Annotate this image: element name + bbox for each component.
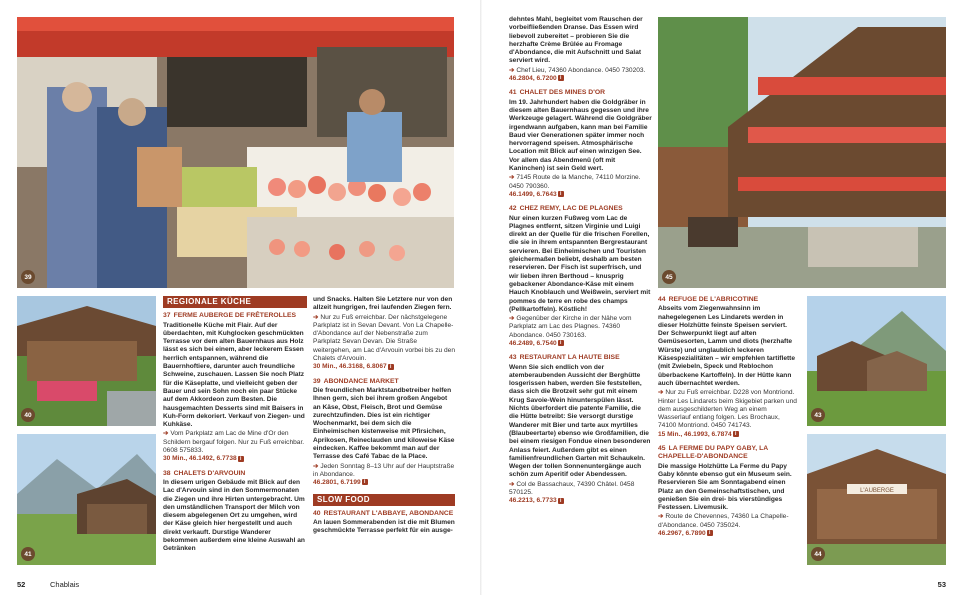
entry-info-text: Nur zu Fuß erreichbar. Der nächstgelegene Parkplatz ist in Sevan Devant. Von La Chapelle-d'Abondance auf der Nebenstraße zum Parkplatz Sevan Devan. Die Straße weitergehen, am Lac d'Arvouin vorbei bis zu den Chalets d'Arvouin.: [313, 313, 456, 363]
entry-title-text: CHALET DES MINES D'OR: [519, 89, 606, 97]
photo-number-badge: 41: [21, 547, 35, 561]
right-page-column-2: [658, 296, 798, 544]
entry-title-text: ABONDANCE MARKET: [323, 377, 399, 385]
photo-number-badge: 44: [811, 547, 825, 561]
entry-title-text: RESTAURANT L'ABBAYE, ABONDANCE: [323, 509, 454, 517]
market-photo: [17, 17, 454, 288]
entry-title: [509, 89, 652, 97]
entry-title-text: REFUGE DE L'ABRICOTINE: [668, 296, 759, 303]
entry-title-text: FERME AUBERGE DE FRÊTEROLLES: [173, 312, 297, 320]
info-icon: i: [362, 479, 368, 485]
entry-coordinates: [509, 75, 652, 83]
chalet-photo: [658, 17, 946, 288]
entry-number: 44: [658, 296, 666, 303]
entry-info-text: Col de Bassachaux, 74390 Châtel. 0458 570125.: [509, 480, 635, 497]
auberge-sign: L'AUBERGE: [860, 488, 894, 494]
entry-45: [658, 445, 798, 538]
entry-title: [163, 312, 307, 320]
page-number-right: 53: [937, 580, 946, 589]
coord-text: 46.2967, 6.7890: [658, 530, 706, 538]
photo-number-badge: 45: [662, 270, 676, 284]
entry-number: 37: [163, 312, 171, 320]
arrow-icon: ➔: [313, 462, 321, 470]
entry-info: [163, 430, 307, 455]
entry-title-text: RESTAURANT LA HAUTE BISE: [519, 354, 620, 362]
entry-40: [313, 510, 455, 536]
arrow-icon: ➔: [658, 513, 666, 521]
arrow-icon: ➔: [313, 313, 321, 321]
coord-text: 46.1499, 6.7643: [509, 190, 557, 198]
arrow-icon: ➔: [658, 389, 666, 397]
entry-info: [658, 389, 798, 430]
entry-37: [163, 312, 307, 463]
entry-info-text: Nur zu Fuß erreichbar. D228 von Montriond. Hinter Les Lindarets beim Skigebiet parken und dem ausgeschilderten Weg an einem Wasserlauf entlang folgen. Les Brochaux, 74100 Montriond. 0450 741743.: [658, 389, 797, 430]
coord-text: 30 Min., 46.3168, 6.8067: [313, 363, 387, 371]
info-icon: i: [558, 340, 564, 346]
entry-43: [509, 354, 652, 505]
coord-text: 30 Min., 46.1492, 6.7738: [163, 455, 237, 463]
page-number-left: 52: [17, 580, 26, 589]
entry-title: [658, 445, 798, 462]
entry-coordinates: [313, 363, 455, 371]
entry-38: [163, 470, 307, 554]
info-icon: i: [558, 498, 564, 504]
entry-title-text: CHALETS D'ARVOUIN: [173, 469, 246, 477]
entry-title: [509, 354, 652, 362]
entry-number: 41: [509, 89, 517, 97]
coord-text: 46.2489, 6.7540: [509, 339, 557, 347]
arrow-icon: ➔: [509, 315, 517, 323]
photo-number-badge: 43: [811, 408, 825, 422]
coord-text: 46.2801, 6.7199: [313, 479, 361, 487]
entry-title: [313, 378, 455, 386]
entry-info-text: Vom Parkplatz am Lac de Mine d'Or den Schildern bergauf folgen. Nur zu Fuß erreichbar. 0608 575833.: [163, 430, 305, 455]
entry-coordinates: [509, 340, 652, 348]
entry-info: [313, 314, 455, 364]
right-page-column-1: [509, 16, 652, 512]
entry-number: 38: [163, 469, 171, 477]
entry-info: [509, 67, 652, 75]
entry-44: [658, 296, 798, 439]
entry-info: [509, 315, 652, 340]
entry-coordinates: [163, 455, 307, 463]
entry-number: 40: [313, 509, 321, 517]
entry-info: [509, 174, 652, 191]
arrow-icon: ➔: [509, 66, 517, 74]
entry-body: Nur einen kurzen Fußweg vom Lac de Plagnes entfernt, sitzen Virginie und Luigi direkt an der Quelle für die frischen Forellen, die sie in ihrem entspannten Bergrestaurant servieren. Bei Einheimischen und Touristen gleichermaßen beliebt, deshalb am besten reservieren. Der Fisch ist superfrisch, und wir lieben ihren Berthoud – knusprig gebackener Abondance-Käse mit einem Hauch Knoblauch und Weißwein, serviert mit pommes de terre en robe des champs (Pellkartoffeln). Köstlich!: [509, 214, 651, 313]
entry-info-text: Route de Chevennes, 74360 La Chapelle-d'Abondance. 0450 735024.: [658, 513, 789, 529]
entry-number: 43: [509, 354, 517, 362]
entry-41: [509, 89, 652, 199]
entry-info-text: Gegenüber der Kirche in der Nähe vom Parkplatz am Lac des Plagnes. 74360 Abondance. 0450 730163.: [509, 315, 632, 339]
entry-40-continuation: dehntes Mahl, begleitet vom Rauschen der vorbeifließenden Dranse. Das Essen wird liebevoll zubereitet – probieren Sie die herzhafte Crème Brûlée au Fromage d'Abondance, die mit Aufschnitt und Salat serviert wird.: [509, 16, 643, 65]
info-icon: i: [238, 456, 244, 462]
entry-coordinates: [509, 191, 652, 199]
entry-title: [163, 470, 307, 478]
entry-title-text: CHEZ REMY, LAC DE PLAGNES: [519, 205, 623, 213]
entry-info-text: Jeden Sonntag 8–13 Uhr auf der Hauptstraße in Abondance.: [313, 462, 455, 478]
entry-info: [313, 463, 455, 480]
entry-38-continuation: und Snacks. Halten Sie Letztere nur von den allzeit hungrigen, frei laufenden Ziegen fern.: [313, 296, 453, 312]
entry-title-text: LA FERME DU PAPY GABY, LA CHAPELLE-D'ABONDANCE: [658, 445, 768, 461]
entry-body: In diesem urigen Gebäude mit Blick auf den Lac d'Arvouin sind in den Sommermonaten die Ziegen und ihre Hirten untergebracht. Um den umständlichen Transport der Milch von diesem abgelegenen Ort zu umgehen, wird der Käse gleich hier hergestellt und auch direkt verkauft. Durstige Wanderer bekommen außerdem eine kleine Auswahl an Getränken: [163, 478, 305, 553]
entry-body: Traditionelle Küche mit Flair. Auf der überdachten, mit Kuhglocken geschmückten Terrasse vor dem alten Bauernhaus aus Holz lässt es sich bei einem, aber leckerem Essen herrlich entspannen, während die Bauernhoftiere, darunter auch freundliche Schweine, zuschauen. Lassen Sie noch Platz für die Käseplatte, und vielleicht geben der Bauer und sein Sohn noch ein paar Stücke auf dem Akkordeon zum Besten. Die hausgemachten Desserts sind mit Baisers in Kuh-Form dekoriert. Verkauf von Ziegen- und Kuhkäse.: [163, 321, 305, 429]
entry-info-text: Chef Lieu, 74360 Abondance. 0450 730203.: [516, 66, 646, 74]
chalets-photo: [17, 434, 156, 565]
entry-body: Die massige Holzhütte La Ferme du Papy Gaby könnte ebenso gut ein Museum sein. Reservieren Sie am Sonntagabend einen Platz an den Gemeinschaftstischen, und genießen Sie ein drei- bis vierstündiges Festessen. Livemusik.: [658, 462, 792, 512]
info-icon: i: [388, 364, 394, 370]
coord-text: 46.2804, 6.7200: [509, 75, 557, 83]
left-page-column-2: [313, 296, 455, 542]
entry-body: Im 19. Jahrhundert haben die Goldgräber in diesem alten Bauernhaus gegessen und ihre Werkzeuge gelagert. Während die Goldgräber irgendwann aufgaben, kann man bei Familie Baud vier Generationen später immer noch hervorragend speisen. Atmosphärische Location mit Blick auf einen winzigen See. Vor allem das Abendmenü (oft mit Kaninchen) ist sein Geld wert.: [509, 98, 652, 173]
entry-body: Wenn Sie sich endlich von der atemberaubenden Aussicht der Berghütte losgerissen haben, werden Sie feststellen, dass sich die Brotzeit sehr gut mit einem Krug Savoie-Wein hinunterspülen lässt. Nichts überfordert die patente Familie, die die Hütte betreibt: Sie versorgt durstige Wanderer mit Bier und tarte aux myrtilles (Blaubeertarte) ebenso wie Großfamilien, die bei einem riesigen Fondue einen besonderen Anlass feiert. Außerdem gibt es einen familienfreundlichen Garten mit Schaukeln. Wegen der tollen Sonnenuntergänge auch schön zum Aperitif oder Abendessen.: [509, 363, 651, 479]
arrow-icon: ➔: [509, 174, 517, 182]
photo-number-badge: 39: [21, 270, 35, 284]
entry-title: [509, 205, 652, 213]
auberge-photo: [17, 296, 156, 426]
ferme-photo-image: [807, 434, 946, 565]
mountain-hut-photo: [807, 296, 946, 426]
section-header-regionale-kueche: REGIONALE KÜCHE: [163, 296, 307, 308]
info-icon: i: [558, 75, 564, 81]
running-head: Chablais: [50, 580, 80, 589]
section-header-slow-food: SLOW FOOD: [313, 494, 455, 506]
market-photo-image: [17, 17, 454, 288]
chalet-photo-image: [658, 17, 946, 288]
entry-body: Die freundlichen Marktstandbetreiber helfen Ihnen gern, sich bei ihrem großen Angebot an Käse, Obst, Fleisch, Brot und Gemüse zurechtzufinden. Dies ist ein richtiger Wochenmarkt, bei dem sich die Einheimischen kistenweise mit Pfirsichen, Aprikosen, Reineclauden und kiloweise Käse eindecken. Kaffee bekommt man auf der Terrasse des Café Tabac de la Place.: [313, 386, 455, 461]
chalets-photo-image: [17, 434, 156, 565]
left-page-column-1: [163, 296, 307, 560]
entry-number: 42: [509, 205, 517, 213]
coord-text: 15 Min., 46.1993, 6.7874: [658, 430, 732, 438]
info-icon: i: [733, 431, 739, 437]
entry-title: [658, 296, 798, 304]
arrow-icon: ➔: [509, 480, 517, 488]
entry-title: [313, 510, 455, 518]
entry-coordinates: [658, 530, 798, 538]
right-page: [482, 0, 963, 595]
info-icon: i: [707, 530, 713, 536]
entry-39: [313, 378, 455, 488]
entry-number: 45: [658, 445, 666, 453]
left-page: [0, 0, 481, 595]
photo-number-badge: 40: [21, 408, 35, 422]
mountain-hut-photo-image: [807, 296, 946, 426]
arrow-icon: ➔: [163, 430, 171, 438]
entry-info-text: 7145 Route de la Manche, 74110 Morzine. 0450 790360.: [509, 174, 641, 190]
entry-info: [509, 481, 652, 498]
entry-coordinates: [509, 497, 652, 505]
entry-body: An lauen Sommerabenden ist die mit Blumen geschmückte Terrasse perfekt für ein ausge-: [313, 519, 455, 535]
entry-42: [509, 205, 652, 348]
ferme-photo: [807, 434, 946, 565]
coord-text: 46.2213, 6.7733: [509, 497, 557, 505]
auberge-photo-image: [17, 296, 156, 426]
entry-body: Abseits vom Ziegenwahnsinn im nahegelegenen Les Lindarets werden in dieser Holzhütte feinste Speisen serviert. Der Schwerpunkt liegt auf alten Gemüsesorten, Lamm und diots (herzhafte Würste) und unglaublich leckeren Käsespezialitäten – wir empfehlen tartiflette (mit Zwiebeln, Speck und Reblochon überbackene Kartoffeln). In der Hütte kann auch übernachtet werden.: [658, 305, 796, 387]
entry-coordinates: [313, 479, 455, 487]
info-icon: i: [558, 191, 564, 197]
entry-info: [658, 513, 798, 530]
entry-number: 39: [313, 377, 321, 385]
entry-coordinates: [658, 431, 798, 439]
